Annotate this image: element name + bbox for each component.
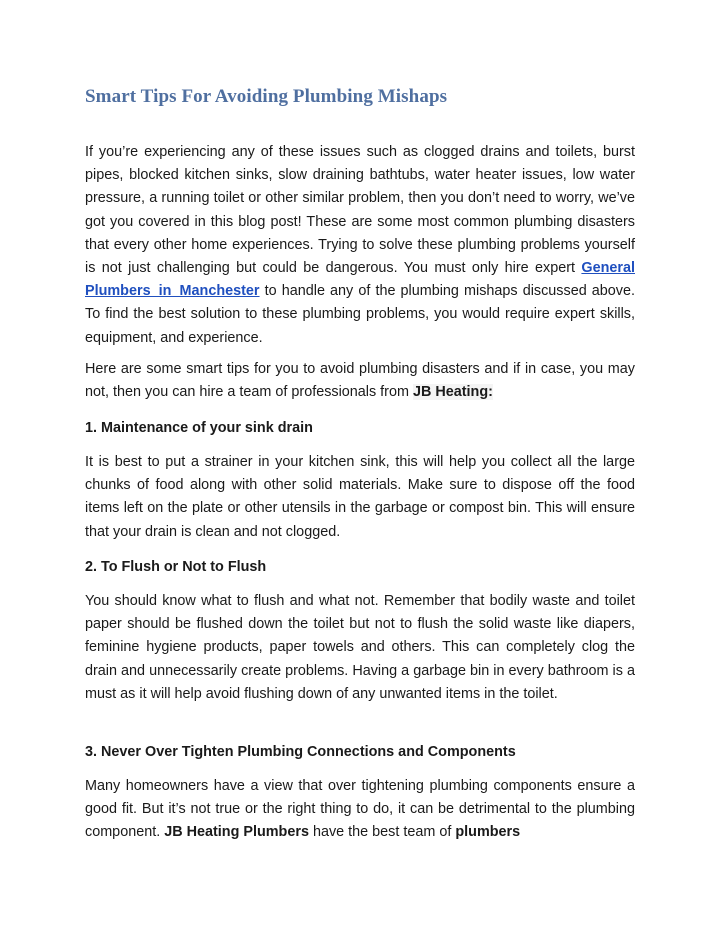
section-3-text-middle: have the best team of — [308, 824, 456, 841]
bold-word-plumbers: plumbers — [455, 824, 521, 841]
section-1-body: It is best to put a strainer in your kitchen sink, this will help you collect all the large chunks of food along with other solid materials. Make sure to dispose off the food items left on the plate or other utensils in the garbage or compost bin. This will ensure that your drain is clean and not clogged. — [85, 454, 635, 540]
section-1-heading: 1. Maintenance of your sink drain — [85, 420, 313, 436]
section-3-heading: 3. Never Over Tighten Plumbing Connections and Components — [85, 744, 516, 760]
tips-intro-paragraph — [85, 358, 635, 404]
tips-intro-text: Here are some smart tips for you to avoid plumbing disasters and if in case, you may not, then you can hire a team of professionals from — [85, 361, 635, 401]
intro-text-after-link: to handle any of the plumbing mishaps discussed above. To find the best solution to these plumbing problems, you would require expert skills, equipment, and experience. — [85, 283, 636, 346]
intro-text-before-link: If you’re experiencing any of these issues such as clogged drains and toilets, burst pipes, blocked kitchen sinks, slow draining bathtubs, water heater issues, low water pressure, a running toilet or other similar problem, then you don’t need to worry, we’ve got you covered in this blog post! These are some most common plumbing disasters that every other home experiences. Trying to solve these plumbing problems yourself is not just challenging but could be dangerous. You must only hire expert — [85, 144, 635, 277]
section-2-heading: 2. To Flush or Not to Flush — [85, 559, 267, 575]
general-plumbers-link[interactable]: General Plumbers in Manchester — [85, 260, 635, 300]
company-name-jb-heating-plumbers: JB Heating Plumbers — [164, 824, 309, 841]
page-title: Smart Tips For Avoiding Plumbing Mishaps — [85, 86, 448, 107]
section-3-body — [85, 775, 635, 845]
intro-paragraph — [85, 141, 635, 350]
company-name-jb-heating: JB Heating: — [412, 384, 493, 401]
section-2-body: You should know what to flush and what not. Remember that bodily waste and toilet paper should be flushed down the toilet but not to flush the solid waste like diapers, feminine hygiene products, paper towels and others. This can completely clog the drain and unnecessarily create problems. Having a garbage bin in every bathroom is a must as it will help avoid flushing down of any unwanted items in the toilet. — [85, 593, 635, 702]
section-3-text-start: Many homeowners have a view that over tightening plumbing components ensure a good fit. But it’s not true or the right thing to do, it can be detrimental to the plumbing component. — [85, 778, 635, 841]
